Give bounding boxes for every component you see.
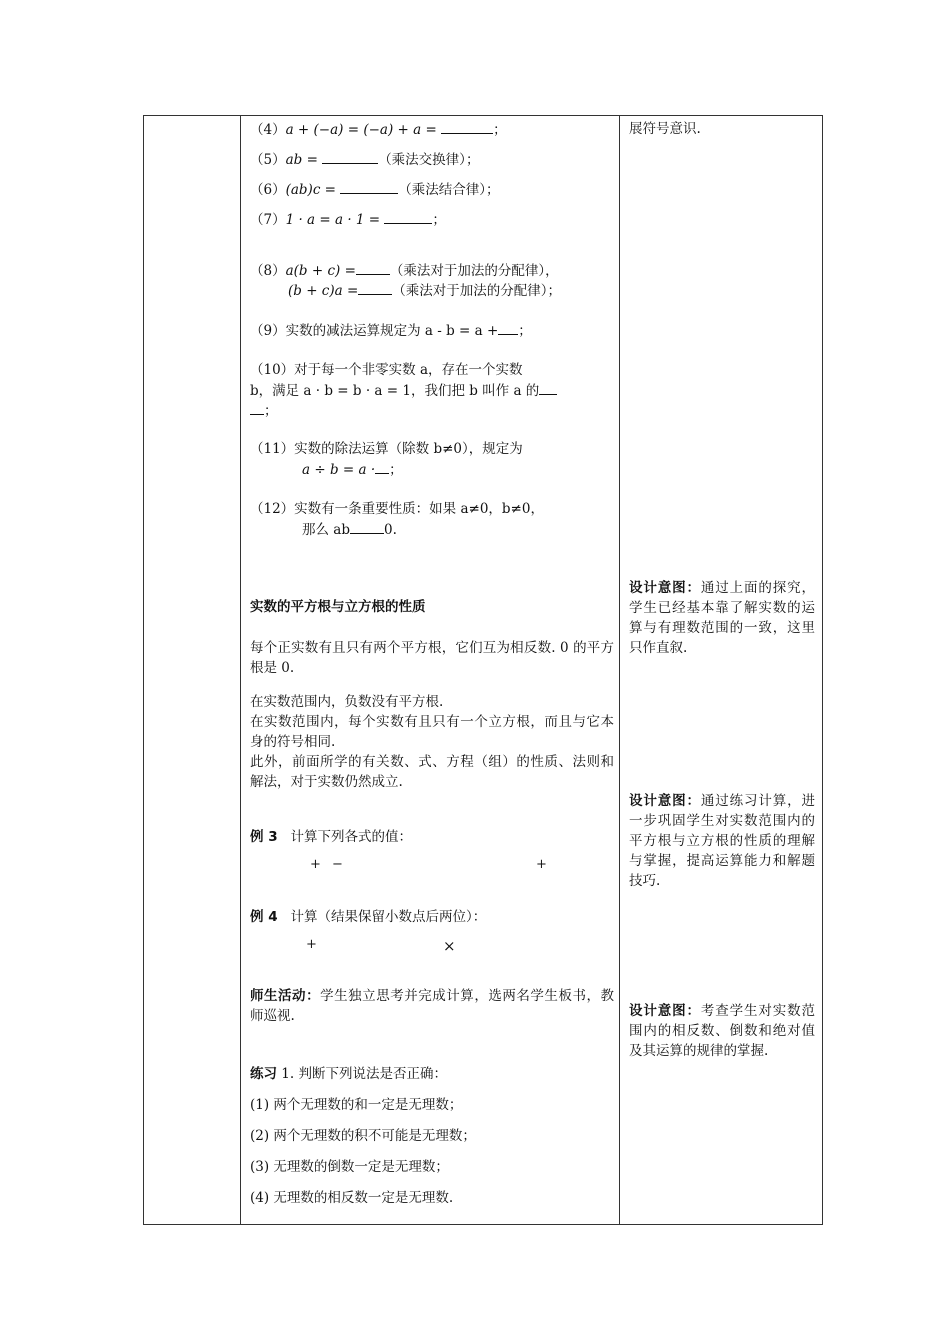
exercise-item: (4) 无理数的相反数一定是无理数. xyxy=(250,1190,454,1206)
property-10-line2: b，满足 a · b = b · a = 1，我们把 b 叫作 a 的 xyxy=(250,380,557,401)
plus-operator: + xyxy=(310,857,321,872)
teacher-student-activity: 师生活动：学生独立思考并完成计算，选两名学生板书，教师巡视. xyxy=(250,988,615,1024)
property-7: （7）1 · a = a · 1 = ； xyxy=(250,209,446,230)
example-3-expressions xyxy=(250,857,614,877)
section-title: 实数的平方根与立方根的性质 xyxy=(250,599,426,615)
section-paragraph-1: 每个正实数有且只有两个平方根，它们互为相反数. 0 的平方根是 0. xyxy=(250,640,614,676)
section-paragraph-2: 在实数范围内，负数没有平方根. xyxy=(250,694,444,710)
property-5: （5）ab = （乘法交换律）； xyxy=(250,149,479,170)
section-paragraph-3: 在实数范围内，每个实数有且只有一个立方根，而且与它本身的符号相同. xyxy=(250,714,614,750)
property-12-line2: 那么 ab 0. xyxy=(302,519,397,540)
property-8-line1: （8）a(b + c) = （乘法对于加法的分配律）， xyxy=(250,260,559,281)
plus-operator: + xyxy=(306,937,317,952)
plus-operator: + xyxy=(536,857,547,872)
times-operator: × xyxy=(443,937,456,955)
property-8-line2: (b + c)a = （乘法对于加法的分配律）； xyxy=(288,280,561,301)
minus-operator: − xyxy=(332,857,343,872)
design-intent-3: 设计意图：考查学生对实数范围内的相反数、倒数和绝对值及其运算的规律的掌握. xyxy=(629,1003,815,1059)
exercise-item: (3) 无理数的倒数一定是无理数； xyxy=(250,1159,449,1175)
property-11-line1: （11）实数的除法运算（除数 b≠0），规定为 xyxy=(250,441,523,457)
property-10-line1: （10）对于每一个非零实数 a，存在一个实数 xyxy=(250,362,523,378)
property-12-line1: （12）实数有一条重要性质：如果 a≠0，b≠0， xyxy=(250,501,544,517)
section-paragraph-4: 此外，前面所学的有关数、式、方程（组）的性质、法则和解法，对于实数仍然成立. xyxy=(250,754,614,790)
lesson-table xyxy=(143,115,823,1225)
property-6: （6）(ab)c = （乘法结合律）； xyxy=(250,179,500,200)
exercise-item: (1) 两个无理数的和一定是无理数； xyxy=(250,1097,463,1113)
exercise-title: 练习 1. 判断下列说法是否正确： xyxy=(250,1066,447,1082)
column-divider xyxy=(240,116,241,1224)
design-intent-2: 设计意图：通过练习计算，进一步巩固学生对实数范围内的平方根与立方根的性质的理解与掌握，提高运算能力和解题技巧. xyxy=(629,793,815,889)
column-divider xyxy=(619,116,620,1224)
side-top-text: 展符号意识. xyxy=(629,121,701,137)
example-4: 例 4 计算（结果保留小数点后两位）： xyxy=(250,909,487,925)
example-3: 例 3 计算下列各式的值： xyxy=(250,829,412,845)
exercise-item: (2) 两个无理数的积不可能是无理数； xyxy=(250,1128,476,1144)
property-4: （4）a + (−a) = (−a) + a = ； xyxy=(250,119,507,140)
property-9: （9）实数的减法运算规定为 a - b = a + ； xyxy=(250,320,532,341)
main-column xyxy=(250,116,614,1224)
example-4-expressions xyxy=(250,937,614,957)
property-10-line3: ； xyxy=(250,400,278,421)
property-11-line2: a ÷ b = a · ； xyxy=(302,459,403,480)
design-intent-column xyxy=(629,116,815,1224)
design-intent-1: 设计意图：通过上面的探究，学生已经基本靠了解实数的运算与有理数范围的一致，这里只作直叙. xyxy=(629,580,815,656)
